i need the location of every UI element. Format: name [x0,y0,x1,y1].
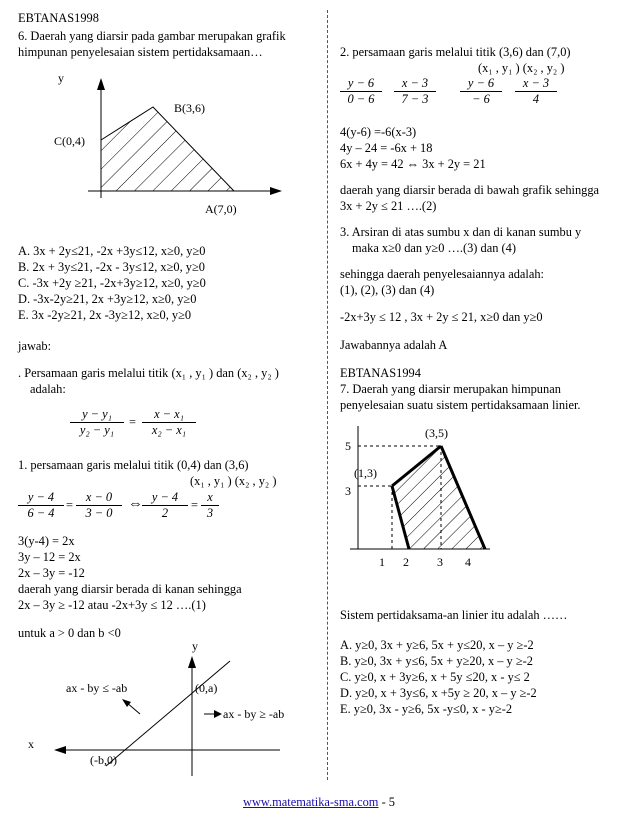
conclusion-line-1: sehingga daerah penyelesaiannya adalah: [340,267,545,281]
figure-2-left-arrowhead [122,699,131,707]
figure-2-y-label: y [192,639,198,653]
fraction-b-denominator: 3 − 0 [85,506,113,520]
option-d: D. -3x-2y≥21, 2x +3y≥12, x≥0, y≥0 [18,292,197,306]
figure-1-y-arrow [97,78,105,90]
figure-3-y-tick-5: 5 [345,439,351,453]
formula-left-numerator: y − y₁ [70,407,124,423]
option-a: A. 3x + 2y≤21, -2x +3y≤12, x≥0, y≥0 [18,244,206,258]
figure-2-right-arrowhead [214,710,222,718]
system-result: -2x+3y ≤ 12 , 3x + 2y ≤ 21, x≥0 dan y≥0 [340,310,543,324]
figure-2-right-region-label: ax - by ≥ -ab [223,707,285,721]
step-2-work-3: 6x + 4y = 42 ⇔ 3x + 2y = 21 [340,157,486,171]
q7-option-e: E. y≥0, 3x - y≥6, 5x -y≤0, x - y≥-2 [340,702,513,716]
fraction-b-numerator: x − 0 [76,490,122,506]
step-1-fraction-d [201,490,219,521]
figure-3-x-tick-2: 2 [403,555,409,569]
question-6-line-2: himpunan penyelesaian sistem pertidaksamaan… [18,45,263,59]
step-2-fraction-d [515,76,557,107]
figure-1-point-b: B(3,6) [174,101,205,115]
step-1-fraction-b [76,490,122,521]
fraction-d-denominator: 3 [206,506,214,520]
figure-2-graph [18,636,318,778]
figure-1-y-label: y [58,71,64,85]
column-divider [327,10,328,780]
fraction-c-numerator: y − 6 [460,76,502,92]
figure-1-point-c: C(0,4) [54,134,85,148]
figure-3-point-1-3: (1,3) [354,466,377,480]
footer-link[interactable]: www.matematika-sma.com [243,795,379,809]
fraction-a-numerator: y − 4 [18,490,64,506]
step-2-line-2: (x₁ , y₁ ) (x₂ , y₂ ) [478,61,565,75]
work-line-2: 3y – 12 = 2x [18,550,81,564]
figure-3-x-tick-1: 1 [379,555,385,569]
fraction-d-numerator: x [201,490,219,506]
figure-2-left-region-label: ax - by ≤ -ab [66,681,128,695]
region-2-line-1: daerah yang diarsir berada di bawah grafik sehingga [340,183,600,197]
option-b: B. 2x + 3y≤21, -2x - 3y≤12, x≥0, y≥0 [18,260,206,274]
fraction-a-denominator: 0 − 6 [347,92,375,106]
option-e: E. 3x -2y≥21, 2x -3y≥12, x≥0, y≥0 [18,308,192,322]
step-2-work-2: 4y – 24 = -6x + 18 [340,141,433,155]
figure-3-point-3-5: (3,5) [425,426,448,440]
step-2-fraction-a [340,76,382,107]
page-footer [0,795,638,810]
q7-option-a: A. y≥0, 3x + y≥6, 5x + y≤20, x – y ≥-2 [340,638,534,652]
step-2-fraction-c [460,76,502,107]
step-1-iff: ⇔ [128,496,143,512]
formula-right-denominator: x₂ − x₁ [151,423,187,437]
figure-3-graph [340,420,630,580]
step-3-line-2: maka x≥0 dan y≥0 ….(3) dan (4) [352,241,516,255]
work-line-3: 2x – 3y = -12 [18,566,85,580]
figure-1-shaded-region [101,107,234,191]
figure-1-point-a: A(7,0) [205,202,237,216]
step-1-equals-1: = [66,498,73,512]
figure-3-y-tick-3: 3 [345,484,351,498]
step-1-fraction-c [142,490,188,521]
fraction-d-denominator: 4 [532,92,540,106]
step-1-line-1: 1. persamaan garis melalui titik (0,4) dan (3,6) [18,458,249,472]
figure-2-x-arrow [54,746,66,754]
fraction-c-denominator: − 6 [472,92,490,106]
fraction-a-denominator: 6 − 4 [27,506,55,520]
step-2-fraction-b [394,76,436,107]
question-7-line-2: penyelesaian suatu sistem pertidaksamaan linier. [340,398,581,412]
untuk-condition: untuk a > 0 dan b <0 [18,626,121,640]
option-c: C. -3x +2y ≥21, -2x+3y≥12, x≥0, y≥0 [18,276,206,290]
step-3-line-1: 3. Arsiran di atas sumbu x dan di kanan sumbu y [340,225,582,239]
fraction-c-numerator: y − 4 [142,490,188,506]
work-line-4: daerah yang diarsir berada di kanan sehingga [18,582,242,596]
step-1-fraction-a [18,490,64,521]
figure-1-x-arrow [270,187,282,195]
work-line-1: 3(y-4) = 2x [18,534,75,548]
line-equation-intro: . Persamaan garis melalui titik (x₁ , y₁ ) dan (x₂ , y₂ ) [18,366,279,380]
line-equation-intro-2: adalah: [30,382,66,396]
conclusion-line-2: (1), (2), (3) dan (4) [340,283,435,297]
fraction-b-numerator: x − 3 [394,76,436,92]
source-label: EBTANAS1998 [18,11,99,25]
work-line-5: 2x – 3y ≥ -12 atau -2x+3y ≤ 12 ….(1) [18,598,206,612]
q7-option-d: D. y≥0, x + 3y≤6, x +5y ≥ 20, x – y ≥-2 [340,686,537,700]
fraction-c-denominator: 2 [161,506,169,520]
question-7-prompt: Sistem pertidaksama-an linier itu adalah …… [340,608,568,622]
q7-option-c: C. y≥0, x + 3y≥6, x + 5y ≤20, x - y≤ 2 [340,670,530,684]
question-6-line-1: 6. Daerah yang diarsir pada gambar merupakan grafik [18,29,286,43]
source-label-2: EBTANAS1994 [340,366,421,380]
formula-left-fraction [70,407,124,438]
formula-left-denominator: y₂ − y₁ [79,423,115,437]
step-1-line-2: (x₁ , y₁ ) (x₂ , y₂ ) [190,474,277,488]
fraction-a-numerator: y − 6 [340,76,382,92]
fraction-b-denominator: 7 − 3 [401,92,429,106]
figure-2-x-label: x [28,737,34,751]
step-2-work-1: 4(y-6) =-6(x-3) [340,125,417,139]
figure-2-point-a: (0,a) [195,681,218,695]
jawab-label: jawab: [18,339,52,353]
formula-right-fraction [142,407,196,438]
figure-2-point-b: (-b,0) [90,753,117,767]
region-2-line-2: 3x + 2y ≤ 21 ….(2) [340,199,437,213]
formula-equals: = [129,415,136,429]
formula-right-numerator: x − x₁ [142,407,196,423]
figure-1-graph [18,68,318,233]
step-1-equals-2: = [191,498,198,512]
question-7-line-1: 7. Daerah yang diarsir merupakan himpunan [340,382,561,396]
q7-option-b: B. y≥0, 3x + y≤6, 5x + y≥20, x – y ≥-2 [340,654,533,668]
figure-2-y-arrow [188,656,196,668]
figure-3-x-tick-4: 4 [465,555,471,569]
figure-3-x-tick-3: 3 [437,555,443,569]
page-number: - 5 [381,795,395,809]
step-2-line-1: 2. persamaan garis melalui titik (3,6) dan (7,0) [340,45,571,59]
fraction-d-numerator: x − 3 [515,76,557,92]
answer-line: Jawabannya adalah A [340,338,448,352]
